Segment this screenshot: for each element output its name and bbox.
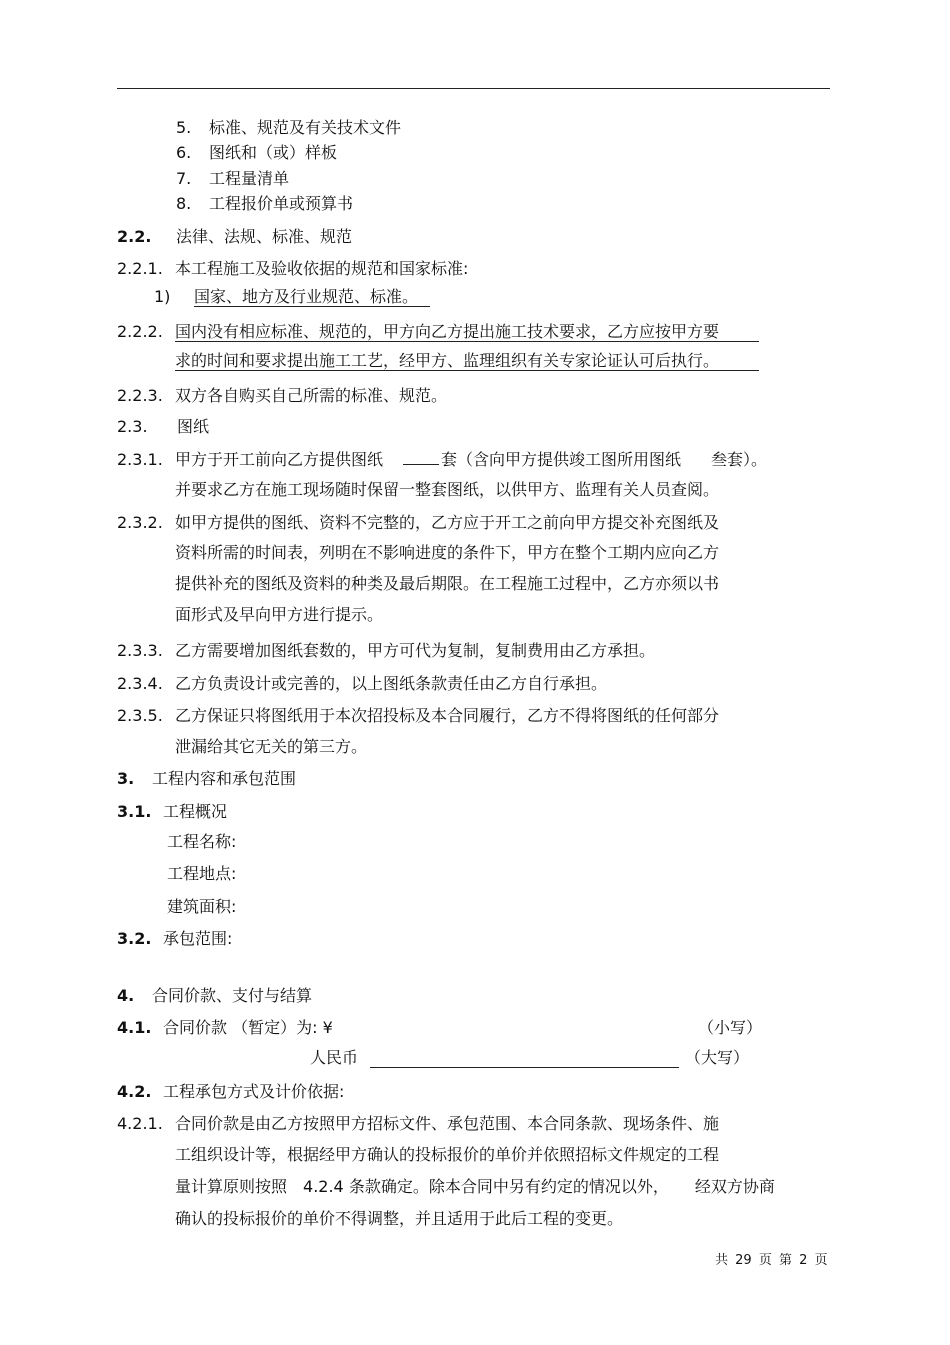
clause-text: 双方各自购买自己所需的标准、规范。 (175, 386, 448, 405)
section-number: 4. (117, 986, 135, 1005)
clause-text-line: 求的时间和要求提出施工工艺，经甲方、监理组织有关专家论证认可后执行。 (175, 350, 759, 372)
section-number: 3. (117, 769, 135, 788)
clause-text-line: 如甲方提供的图纸、资料不完整的，乙方应于开工之前向甲方提交补充图纸及 (175, 513, 720, 532)
footer-text: 第 (779, 1253, 793, 1268)
total-pages: 29 (735, 1253, 752, 1268)
sub-item-number: 1) (154, 287, 171, 306)
clause-number: 2.2.1. (117, 259, 163, 278)
section-heading: 工程承包方式及计价依据: (163, 1082, 345, 1101)
rmb-amount-blank (370, 1067, 679, 1068)
drawing-sets-blank (403, 464, 439, 465)
clause-number: 2.3.2. (117, 513, 163, 532)
clause-text-line: 面形式及早向甲方进行提示。 (175, 605, 384, 624)
section-heading: 法律、法规、标准、规范 (176, 227, 353, 246)
contract-price-label: 合同价款 （暂定）为: ¥ (163, 1018, 333, 1037)
rmb-label: 人民币 (310, 1048, 359, 1067)
clause-text-line: 确认的投标报价的单价不得调整，并且适用于此后工程的变更。 (175, 1209, 624, 1228)
section-number: 3.1. (117, 802, 152, 821)
header-rule (117, 88, 830, 89)
clause-number: 2.3.1. (117, 450, 163, 469)
clause-number: 2.2.3. (117, 386, 163, 405)
section-number: 2.3. (117, 417, 148, 436)
clause-text-line: 甲方于开工前向乙方提供图纸 套（含向甲方提供竣工图所用图纸 叁套）。 (175, 450, 768, 469)
clause-text-line: 国内没有相应标准、规范的，甲方向乙方提出施工技术要求，乙方应按甲方要 (175, 321, 759, 343)
clause-text: 本工程施工及验收依据的规范和国家标准: (175, 259, 469, 278)
clause-number: 4.2.1. (117, 1114, 163, 1133)
section-number: 2.2. (117, 227, 152, 246)
footer-text: 共 (715, 1253, 729, 1268)
list-item: 工程报价单或预算书 (209, 194, 354, 213)
footer-text: 页 (758, 1253, 772, 1268)
project-name-label: 工程名称: (167, 832, 237, 851)
lowercase-label: （小写） (698, 1018, 763, 1037)
list-item-number: 5. (176, 118, 192, 137)
section-heading: 工程内容和承包范围 (152, 769, 297, 788)
uppercase-label: （大写） (685, 1048, 750, 1067)
list-item: 工程量清单 (209, 169, 290, 188)
clause-text-line: 工组织设计等，根据经甲方确认的投标报价的单价并依照招标文件规定的工程 (175, 1145, 720, 1164)
clause-text-line: 提供补充的图纸及资料的种类及最后期限。在工程施工过程中，乙方亦须以书 (175, 574, 720, 593)
section-heading: 图纸 (177, 417, 210, 436)
sub-item-text: 国家、地方及行业规范、标准。 (194, 286, 430, 308)
clause-text-line: 合同价款是由乙方按照甲方招标文件、承包范围、本合同条款、现场条件、施 (175, 1114, 720, 1133)
clause-text-line: 泄漏给其它无关的第三方。 (175, 737, 368, 756)
page-footer (715, 1252, 831, 1270)
clause-text-line: 量计算原则按照 4.2.4 条款确定。除本合同中另有约定的情况以外， 经双方协商 (175, 1177, 775, 1196)
list-item: 标准、规范及有关技术文件 (209, 118, 402, 137)
clause-number: 2.3.5. (117, 706, 163, 725)
section-number: 4.1. (117, 1018, 152, 1037)
clause-number: 2.3.3. (117, 641, 163, 660)
clause-text-line: 乙方保证只将图纸用于本次招投标及本合同履行，乙方不得将图纸的任何部分 (175, 706, 720, 725)
list-item-number: 7. (176, 169, 192, 188)
clause-text-line: 资料所需的时间表，列明在不影响进度的条件下，甲方在整个工期内应向乙方 (175, 543, 720, 562)
building-area-label: 建筑面积: (167, 897, 237, 916)
section-number: 4.2. (117, 1082, 152, 1101)
section-heading: 承包范围: (163, 929, 233, 948)
list-item-number: 6. (176, 143, 192, 162)
footer-text: 页 (814, 1253, 828, 1268)
list-item-number: 8. (176, 194, 192, 213)
clause-text: 乙方负责设计或完善的，以上图纸条款责任由乙方自行承担。 (175, 674, 608, 693)
section-number: 3.2. (117, 929, 152, 948)
list-item: 图纸和（或）样板 (209, 143, 338, 162)
project-location-label: 工程地点: (167, 864, 237, 883)
clause-text-line: 并要求乙方在施工现场随时保留一整套图纸，以供甲方、监理有关人员查阅。 (175, 480, 720, 499)
page-number: 2 (799, 1253, 808, 1268)
clause-text: 乙方需要增加图纸套数的，甲方可代为复制，复制费用由乙方承担。 (175, 641, 656, 660)
section-heading: 合同价款、支付与结算 (152, 986, 313, 1005)
section-heading: 工程概况 (163, 802, 228, 821)
clause-number: 2.2.2. (117, 322, 163, 341)
clause-number: 2.3.4. (117, 674, 163, 693)
